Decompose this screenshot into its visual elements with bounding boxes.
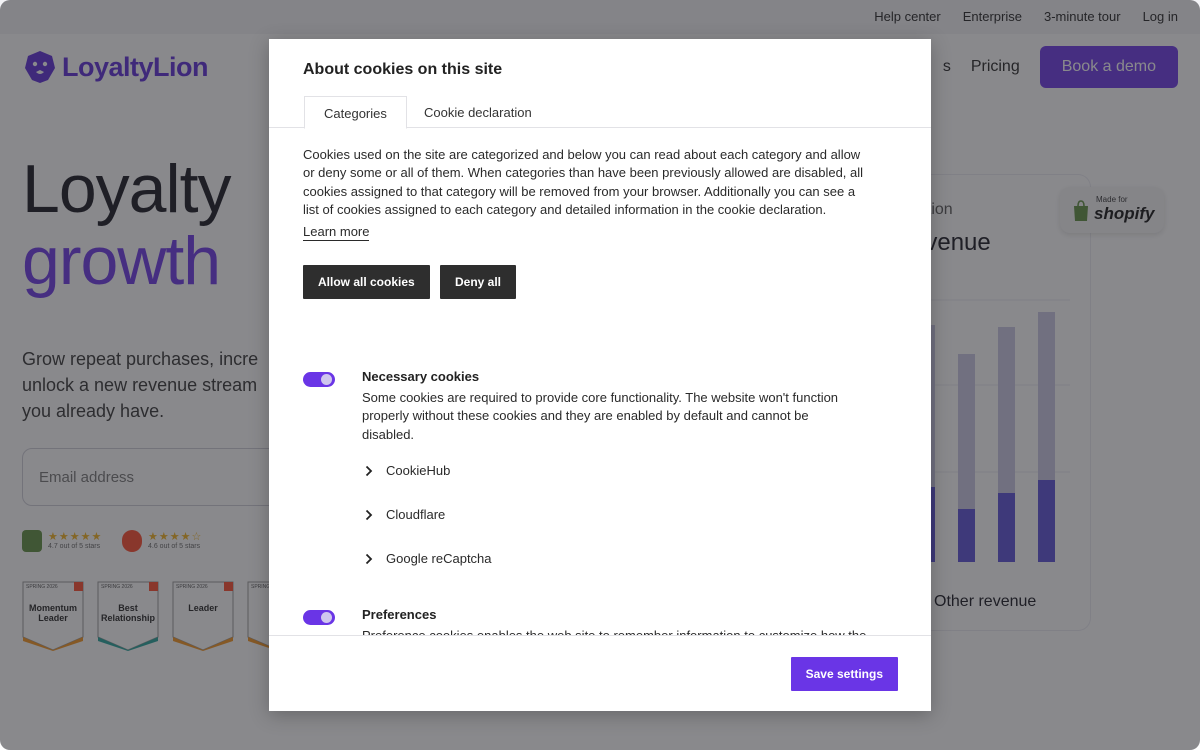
dialog-body[interactable] — [269, 128, 931, 635]
vendor-name: CookieHub — [386, 463, 451, 478]
chevron-right-icon — [362, 464, 376, 478]
save-settings-button[interactable]: Save settings — [791, 657, 898, 691]
category-necessary — [303, 369, 903, 589]
vendor-name: Google reCaptcha — [386, 551, 492, 566]
vendor-name: Cloudflare — [386, 507, 446, 522]
dialog-tabs — [269, 96, 931, 128]
allow-all-cookies-button[interactable]: Allow all cookies — [303, 265, 430, 299]
vendor-cloudflare[interactable] — [362, 507, 445, 522]
toggle-knob — [321, 612, 332, 623]
intro-text — [303, 146, 903, 220]
toggle-knob — [321, 374, 332, 385]
intro-line: cookies assigned to that category will be removed from your browser. Additionally you can see a — [303, 183, 856, 199]
intro-line: or deny some or all of them. When categories than have been previously allowed are disabled, all — [303, 165, 864, 181]
category-title: Necessary cookies — [362, 369, 480, 384]
dialog-title: About cookies on this site — [303, 61, 503, 78]
chevron-right-icon — [362, 552, 376, 566]
learn-more-link[interactable]: Learn more — [303, 224, 370, 239]
necessary-cookies-toggle[interactable] — [303, 372, 335, 387]
chevron-right-icon — [362, 508, 376, 522]
deny-all-button[interactable]: Deny all — [440, 265, 516, 299]
category-description — [362, 389, 902, 444]
description-line: disabled. — [362, 426, 415, 442]
description-line: properly without these cookies and they are enabled by default and cannot be — [362, 408, 809, 424]
description-line: Some cookies are required to provide core functionality. The website won't function — [362, 390, 839, 405]
tab-categories[interactable]: Categories — [304, 96, 407, 129]
category-title: Preferences — [362, 607, 437, 622]
intro-line: list of cookies assigned to each category and detailed information in the cookie declaration. — [303, 202, 827, 218]
cookie-settings-dialog — [269, 39, 931, 711]
vendor-cookiehub[interactable] — [362, 463, 450, 478]
vendor-google-recaptcha[interactable] — [362, 551, 492, 566]
tab-cookie-declaration[interactable]: Cookie declaration — [424, 105, 532, 120]
preferences-toggle[interactable] — [303, 610, 335, 625]
dialog-footer — [269, 635, 931, 711]
intro-line: Cookies used on the site are categorized and below you can read about each category and allow — [303, 147, 861, 162]
